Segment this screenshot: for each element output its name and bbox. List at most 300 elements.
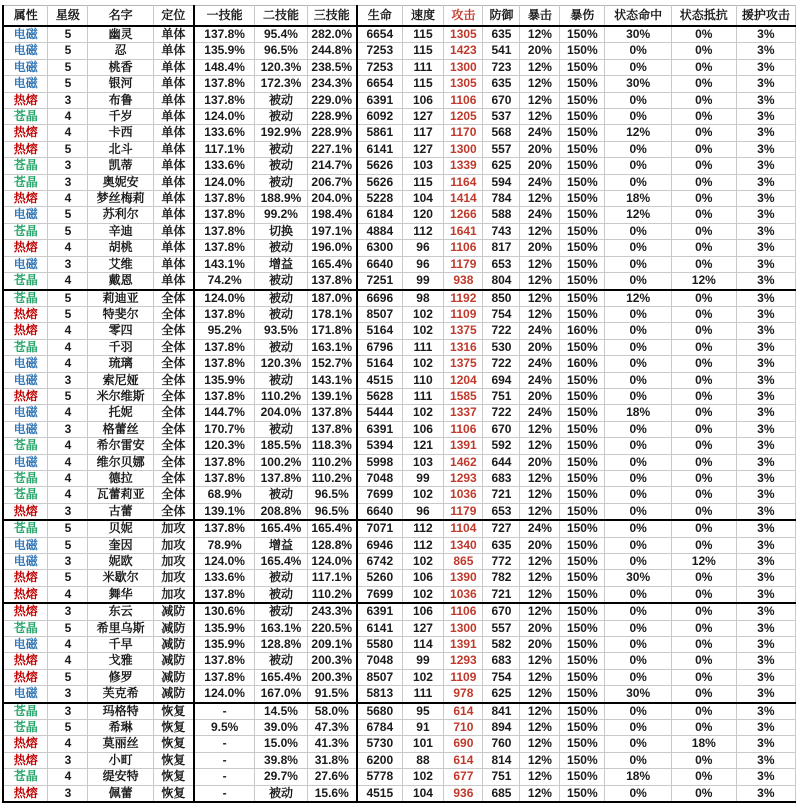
cell-speed[interactable]: 102 bbox=[402, 669, 444, 685]
cell-skill3[interactable]: 196.0% bbox=[307, 240, 357, 256]
cell-crit-rate[interactable]: 20% bbox=[520, 388, 560, 404]
cell-speed[interactable]: 106 bbox=[402, 92, 444, 108]
cell-role[interactable]: 单体 bbox=[154, 174, 194, 190]
cell-assist-attack[interactable]: 3% bbox=[736, 686, 795, 703]
cell-skill1[interactable]: 137.8% bbox=[194, 26, 255, 43]
cell-status-resist[interactable]: 0% bbox=[671, 323, 736, 339]
cell-crit-damage[interactable]: 150% bbox=[560, 191, 605, 207]
cell-role[interactable]: 全体 bbox=[154, 487, 194, 503]
cell-crit-rate[interactable]: 12% bbox=[520, 487, 560, 503]
cell-star[interactable]: 3 bbox=[48, 503, 88, 520]
cell-attack[interactable]: 1106 bbox=[444, 603, 483, 620]
cell-skill1[interactable]: 124.0% bbox=[194, 109, 255, 125]
cell-status-hit[interactable]: 0% bbox=[605, 620, 672, 636]
cell-name[interactable]: 修罗 bbox=[88, 669, 154, 685]
cell-defense[interactable]: 760 bbox=[483, 736, 520, 752]
cell-attack[interactable]: 1300 bbox=[444, 59, 483, 75]
cell-star[interactable]: 5 bbox=[48, 141, 88, 157]
cell-assist-attack[interactable]: 3% bbox=[736, 520, 795, 537]
cell-speed[interactable]: 103 bbox=[402, 454, 444, 470]
cell-crit-damage[interactable]: 150% bbox=[560, 141, 605, 157]
cell-attack[interactable]: 936 bbox=[444, 785, 483, 802]
cell-crit-rate[interactable]: 12% bbox=[520, 769, 560, 785]
cell-hp[interactable]: 4884 bbox=[357, 223, 402, 239]
cell-skill3[interactable]: 124.0% bbox=[307, 554, 357, 570]
cell-hp[interactable]: 6640 bbox=[357, 256, 402, 272]
cell-hp[interactable]: 5680 bbox=[357, 703, 402, 720]
cell-assist-attack[interactable]: 3% bbox=[736, 356, 795, 372]
cell-status-hit[interactable]: 0% bbox=[605, 158, 672, 174]
cell-attribute[interactable]: 电磁 bbox=[3, 421, 48, 437]
cell-star[interactable]: 4 bbox=[48, 125, 88, 141]
cell-status-resist[interactable]: 0% bbox=[671, 256, 736, 272]
column-header-speed[interactable]: 速度 bbox=[402, 6, 444, 27]
cell-defense[interactable]: 582 bbox=[483, 637, 520, 653]
cell-crit-rate[interactable]: 12% bbox=[520, 59, 560, 75]
cell-star[interactable]: 4 bbox=[48, 438, 88, 454]
cell-defense[interactable]: 557 bbox=[483, 620, 520, 636]
cell-status-hit[interactable]: 12% bbox=[605, 207, 672, 223]
cell-defense[interactable]: 670 bbox=[483, 92, 520, 108]
cell-hp[interactable]: 6640 bbox=[357, 503, 402, 520]
cell-skill1[interactable]: 137.8% bbox=[194, 653, 255, 669]
cell-status-hit[interactable]: 12% bbox=[605, 290, 672, 307]
cell-status-resist[interactable]: 18% bbox=[671, 736, 736, 752]
cell-crit-rate[interactable]: 24% bbox=[520, 372, 560, 388]
cell-status-hit[interactable]: 0% bbox=[605, 256, 672, 272]
cell-speed[interactable]: 127 bbox=[402, 141, 444, 157]
cell-assist-attack[interactable]: 3% bbox=[736, 109, 795, 125]
cell-star[interactable]: 3 bbox=[48, 554, 88, 570]
cell-skill2[interactable]: 被动 bbox=[255, 653, 307, 669]
cell-name[interactable]: 德拉 bbox=[88, 470, 154, 486]
cell-crit-damage[interactable]: 150% bbox=[560, 620, 605, 636]
cell-attribute[interactable]: 热熔 bbox=[3, 570, 48, 586]
cell-skill3[interactable]: 227.1% bbox=[307, 141, 357, 157]
cell-status-resist[interactable]: 0% bbox=[671, 92, 736, 108]
cell-attribute[interactable]: 热熔 bbox=[3, 669, 48, 685]
cell-skill1[interactable]: 9.5% bbox=[194, 720, 255, 736]
cell-crit-damage[interactable]: 150% bbox=[560, 503, 605, 520]
cell-role[interactable]: 全体 bbox=[154, 306, 194, 322]
cell-speed[interactable]: 95 bbox=[402, 703, 444, 720]
cell-crit-rate[interactable]: 12% bbox=[520, 470, 560, 486]
cell-skill1[interactable]: 137.8% bbox=[194, 191, 255, 207]
cell-hp[interactable]: 6654 bbox=[357, 76, 402, 92]
cell-crit-rate[interactable]: 12% bbox=[520, 223, 560, 239]
cell-hp[interactable]: 5164 bbox=[357, 356, 402, 372]
cell-crit-rate[interactable]: 12% bbox=[520, 290, 560, 307]
cell-speed[interactable]: 102 bbox=[402, 306, 444, 322]
cell-attribute[interactable]: 苍晶 bbox=[3, 703, 48, 720]
cell-attack[interactable]: 1391 bbox=[444, 637, 483, 653]
column-header-attack[interactable]: 攻击 bbox=[444, 6, 483, 27]
cell-speed[interactable]: 111 bbox=[402, 388, 444, 404]
cell-star[interactable]: 5 bbox=[48, 720, 88, 736]
cell-status-hit[interactable]: 0% bbox=[605, 586, 672, 603]
cell-attack[interactable]: 1316 bbox=[444, 339, 483, 355]
cell-attack[interactable]: 1340 bbox=[444, 537, 483, 553]
cell-defense[interactable]: 894 bbox=[483, 720, 520, 736]
cell-speed[interactable]: 106 bbox=[402, 421, 444, 437]
cell-speed[interactable]: 110 bbox=[402, 372, 444, 388]
cell-attack[interactable]: 1305 bbox=[444, 26, 483, 43]
cell-hp[interactable]: 5778 bbox=[357, 769, 402, 785]
cell-hp[interactable]: 8507 bbox=[357, 306, 402, 322]
cell-speed[interactable]: 127 bbox=[402, 620, 444, 636]
cell-crit-damage[interactable]: 150% bbox=[560, 92, 605, 108]
cell-hp[interactable]: 5628 bbox=[357, 388, 402, 404]
cell-role[interactable]: 减防 bbox=[154, 653, 194, 669]
cell-star[interactable]: 3 bbox=[48, 603, 88, 620]
cell-crit-damage[interactable]: 150% bbox=[560, 273, 605, 290]
cell-status-hit[interactable]: 0% bbox=[605, 240, 672, 256]
cell-speed[interactable]: 96 bbox=[402, 256, 444, 272]
cell-name[interactable]: 维尔贝娜 bbox=[88, 454, 154, 470]
cell-name[interactable]: 卡西 bbox=[88, 125, 154, 141]
cell-role[interactable]: 加攻 bbox=[154, 570, 194, 586]
cell-status-resist[interactable]: 0% bbox=[671, 290, 736, 307]
cell-hp[interactable]: 7071 bbox=[357, 520, 402, 537]
cell-attack[interactable]: 1339 bbox=[444, 158, 483, 174]
cell-status-hit[interactable]: 0% bbox=[605, 438, 672, 454]
cell-attack[interactable]: 1462 bbox=[444, 454, 483, 470]
cell-attack[interactable]: 1106 bbox=[444, 92, 483, 108]
cell-hp[interactable]: 7048 bbox=[357, 653, 402, 669]
cell-assist-attack[interactable]: 3% bbox=[736, 125, 795, 141]
cell-name[interactable]: 凯蒂 bbox=[88, 158, 154, 174]
cell-star[interactable]: 5 bbox=[48, 207, 88, 223]
cell-skill1[interactable]: 95.2% bbox=[194, 323, 255, 339]
cell-skill1[interactable]: 139.1% bbox=[194, 503, 255, 520]
cell-assist-attack[interactable]: 3% bbox=[736, 174, 795, 190]
cell-status-hit[interactable]: 0% bbox=[605, 637, 672, 653]
cell-attribute[interactable]: 苍晶 bbox=[3, 438, 48, 454]
cell-status-hit[interactable]: 0% bbox=[605, 339, 672, 355]
cell-skill2[interactable]: 165.4% bbox=[255, 520, 307, 537]
cell-attribute[interactable]: 电磁 bbox=[3, 76, 48, 92]
cell-skill3[interactable]: 96.5% bbox=[307, 503, 357, 520]
cell-attribute[interactable]: 热熔 bbox=[3, 785, 48, 802]
cell-skill2[interactable]: 172.3% bbox=[255, 76, 307, 92]
cell-assist-attack[interactable]: 3% bbox=[736, 223, 795, 239]
cell-attack[interactable]: 690 bbox=[444, 736, 483, 752]
cell-attribute[interactable]: 电磁 bbox=[3, 356, 48, 372]
cell-defense[interactable]: 568 bbox=[483, 125, 520, 141]
cell-crit-damage[interactable]: 150% bbox=[560, 603, 605, 620]
cell-status-resist[interactable]: 0% bbox=[671, 223, 736, 239]
cell-assist-attack[interactable]: 3% bbox=[736, 586, 795, 603]
cell-crit-damage[interactable]: 150% bbox=[560, 76, 605, 92]
cell-status-resist[interactable]: 0% bbox=[671, 637, 736, 653]
cell-star[interactable]: 4 bbox=[48, 637, 88, 653]
cell-skill3[interactable]: 139.1% bbox=[307, 388, 357, 404]
cell-name[interactable]: 古蕾 bbox=[88, 503, 154, 520]
cell-skill2[interactable]: 165.4% bbox=[255, 554, 307, 570]
cell-speed[interactable]: 111 bbox=[402, 59, 444, 75]
cell-defense[interactable]: 722 bbox=[483, 356, 520, 372]
cell-speed[interactable]: 102 bbox=[402, 769, 444, 785]
cell-defense[interactable]: 694 bbox=[483, 372, 520, 388]
cell-attack[interactable]: 1293 bbox=[444, 470, 483, 486]
cell-status-hit[interactable]: 12% bbox=[605, 125, 672, 141]
cell-speed[interactable]: 112 bbox=[402, 223, 444, 239]
cell-attack[interactable]: 1305 bbox=[444, 76, 483, 92]
cell-assist-attack[interactable]: 3% bbox=[736, 339, 795, 355]
cell-status-hit[interactable]: 30% bbox=[605, 686, 672, 703]
cell-defense[interactable]: 772 bbox=[483, 554, 520, 570]
cell-skill2[interactable]: 被动 bbox=[255, 339, 307, 355]
cell-skill1[interactable]: 120.3% bbox=[194, 438, 255, 454]
cell-defense[interactable]: 592 bbox=[483, 438, 520, 454]
cell-star[interactable]: 4 bbox=[48, 586, 88, 603]
cell-crit-rate[interactable]: 12% bbox=[520, 76, 560, 92]
cell-speed[interactable]: 102 bbox=[402, 405, 444, 421]
cell-star[interactable]: 5 bbox=[48, 223, 88, 239]
cell-skill3[interactable]: 15.6% bbox=[307, 785, 357, 802]
cell-defense[interactable]: 782 bbox=[483, 570, 520, 586]
cell-skill1[interactable]: 144.7% bbox=[194, 405, 255, 421]
cell-skill2[interactable]: 被动 bbox=[255, 603, 307, 620]
cell-defense[interactable]: 722 bbox=[483, 405, 520, 421]
cell-name[interactable]: 瓦蕾莉亚 bbox=[88, 487, 154, 503]
cell-status-hit[interactable]: 18% bbox=[605, 405, 672, 421]
cell-role[interactable]: 单体 bbox=[154, 125, 194, 141]
cell-status-resist[interactable]: 0% bbox=[671, 570, 736, 586]
column-header-defense[interactable]: 防御 bbox=[483, 6, 520, 27]
cell-crit-damage[interactable]: 150% bbox=[560, 158, 605, 174]
cell-crit-rate[interactable]: 20% bbox=[520, 240, 560, 256]
cell-attack[interactable]: 1414 bbox=[444, 191, 483, 207]
cell-assist-attack[interactable]: 3% bbox=[736, 191, 795, 207]
cell-skill2[interactable]: 被动 bbox=[255, 273, 307, 290]
cell-defense[interactable]: 817 bbox=[483, 240, 520, 256]
cell-attack[interactable]: 677 bbox=[444, 769, 483, 785]
cell-attack[interactable]: 1179 bbox=[444, 503, 483, 520]
cell-status-resist[interactable]: 0% bbox=[671, 388, 736, 404]
cell-star[interactable]: 3 bbox=[48, 174, 88, 190]
cell-defense[interactable]: 683 bbox=[483, 470, 520, 486]
cell-status-hit[interactable]: 0% bbox=[605, 109, 672, 125]
cell-assist-attack[interactable]: 3% bbox=[736, 603, 795, 620]
cell-assist-attack[interactable]: 3% bbox=[736, 141, 795, 157]
cell-defense[interactable]: 557 bbox=[483, 141, 520, 157]
cell-attack[interactable]: 1205 bbox=[444, 109, 483, 125]
cell-skill2[interactable]: 29.7% bbox=[255, 769, 307, 785]
cell-role[interactable]: 减防 bbox=[154, 669, 194, 685]
cell-attack[interactable]: 865 bbox=[444, 554, 483, 570]
cell-attack[interactable]: 1300 bbox=[444, 620, 483, 636]
cell-hp[interactable]: 5394 bbox=[357, 438, 402, 454]
cell-name[interactable]: 戈雅 bbox=[88, 653, 154, 669]
cell-crit-damage[interactable]: 150% bbox=[560, 125, 605, 141]
cell-role[interactable]: 全体 bbox=[154, 323, 194, 339]
cell-attack[interactable]: 1106 bbox=[444, 240, 483, 256]
cell-crit-damage[interactable]: 150% bbox=[560, 487, 605, 503]
cell-defense[interactable]: 653 bbox=[483, 503, 520, 520]
cell-star[interactable]: 3 bbox=[48, 158, 88, 174]
cell-star[interactable]: 4 bbox=[48, 273, 88, 290]
cell-skill2[interactable]: 被动 bbox=[255, 421, 307, 437]
cell-crit-damage[interactable]: 150% bbox=[560, 769, 605, 785]
cell-star[interactable]: 4 bbox=[48, 736, 88, 752]
cell-attribute[interactable]: 电磁 bbox=[3, 256, 48, 272]
cell-hp[interactable]: 6742 bbox=[357, 554, 402, 570]
cell-crit-rate[interactable]: 12% bbox=[520, 191, 560, 207]
cell-skill2[interactable]: 被动 bbox=[255, 109, 307, 125]
cell-star[interactable]: 4 bbox=[48, 454, 88, 470]
cell-defense[interactable]: 653 bbox=[483, 256, 520, 272]
cell-status-hit[interactable]: 0% bbox=[605, 720, 672, 736]
cell-crit-damage[interactable]: 150% bbox=[560, 520, 605, 537]
cell-attack[interactable]: 938 bbox=[444, 273, 483, 290]
cell-skill1[interactable]: 137.8% bbox=[194, 388, 255, 404]
column-header-role[interactable]: 定位 bbox=[154, 6, 194, 27]
cell-speed[interactable]: 104 bbox=[402, 785, 444, 802]
cell-attribute[interactable]: 热熔 bbox=[3, 388, 48, 404]
cell-skill2[interactable]: 被动 bbox=[255, 586, 307, 603]
cell-skill2[interactable]: 128.8% bbox=[255, 637, 307, 653]
cell-skill3[interactable]: 198.4% bbox=[307, 207, 357, 223]
cell-attack[interactable]: 1036 bbox=[444, 586, 483, 603]
cell-skill3[interactable]: 234.3% bbox=[307, 76, 357, 92]
cell-crit-rate[interactable]: 24% bbox=[520, 207, 560, 223]
cell-assist-attack[interactable]: 3% bbox=[736, 537, 795, 553]
cell-crit-rate[interactable]: 12% bbox=[520, 653, 560, 669]
cell-hp[interactable]: 7699 bbox=[357, 487, 402, 503]
cell-status-resist[interactable]: 0% bbox=[671, 669, 736, 685]
cell-skill1[interactable]: 137.8% bbox=[194, 586, 255, 603]
cell-crit-damage[interactable]: 150% bbox=[560, 223, 605, 239]
cell-crit-rate[interactable]: 12% bbox=[520, 273, 560, 290]
cell-skill2[interactable]: 被动 bbox=[255, 158, 307, 174]
cell-crit-rate[interactable]: 12% bbox=[520, 438, 560, 454]
cell-attribute[interactable]: 苍晶 bbox=[3, 290, 48, 307]
cell-skill3[interactable]: 47.3% bbox=[307, 720, 357, 736]
cell-star[interactable]: 5 bbox=[48, 570, 88, 586]
cell-crit-damage[interactable]: 150% bbox=[560, 339, 605, 355]
cell-attribute[interactable]: 电磁 bbox=[3, 43, 48, 59]
column-header-attribute[interactable]: 属性 bbox=[3, 6, 48, 27]
cell-status-resist[interactable]: 0% bbox=[671, 59, 736, 75]
cell-skill1[interactable]: 137.8% bbox=[194, 92, 255, 108]
cell-defense[interactable]: 784 bbox=[483, 191, 520, 207]
cell-assist-attack[interactable]: 3% bbox=[736, 323, 795, 339]
cell-speed[interactable]: 114 bbox=[402, 637, 444, 653]
cell-status-resist[interactable]: 0% bbox=[671, 537, 736, 553]
cell-skill2[interactable]: 204.0% bbox=[255, 405, 307, 421]
cell-role[interactable]: 全体 bbox=[154, 372, 194, 388]
cell-skill1[interactable]: 130.6% bbox=[194, 603, 255, 620]
cell-speed[interactable]: 106 bbox=[402, 570, 444, 586]
cell-name[interactable]: 格蕾丝 bbox=[88, 421, 154, 437]
cell-skill3[interactable]: 220.5% bbox=[307, 620, 357, 636]
cell-defense[interactable]: 841 bbox=[483, 703, 520, 720]
cell-role[interactable]: 减防 bbox=[154, 637, 194, 653]
cell-attribute[interactable]: 热熔 bbox=[3, 503, 48, 520]
cell-attribute[interactable]: 苍晶 bbox=[3, 470, 48, 486]
cell-defense[interactable]: 804 bbox=[483, 273, 520, 290]
cell-skill2[interactable]: 100.2% bbox=[255, 454, 307, 470]
cell-hp[interactable]: 6796 bbox=[357, 339, 402, 355]
cell-skill2[interactable]: 95.4% bbox=[255, 26, 307, 43]
cell-name[interactable]: 胡桃 bbox=[88, 240, 154, 256]
cell-skill2[interactable]: 切换 bbox=[255, 223, 307, 239]
cell-speed[interactable]: 99 bbox=[402, 273, 444, 290]
cell-crit-damage[interactable]: 150% bbox=[560, 438, 605, 454]
cell-star[interactable]: 4 bbox=[48, 769, 88, 785]
cell-skill3[interactable]: 143.1% bbox=[307, 372, 357, 388]
cell-crit-rate[interactable]: 24% bbox=[520, 174, 560, 190]
cell-assist-attack[interactable]: 3% bbox=[736, 554, 795, 570]
cell-status-resist[interactable]: 0% bbox=[671, 405, 736, 421]
cell-name[interactable]: 千早 bbox=[88, 637, 154, 653]
cell-attribute[interactable]: 苍晶 bbox=[3, 174, 48, 190]
cell-assist-attack[interactable]: 3% bbox=[736, 256, 795, 272]
cell-crit-damage[interactable]: 150% bbox=[560, 240, 605, 256]
cell-role[interactable]: 恢复 bbox=[154, 736, 194, 752]
cell-status-hit[interactable]: 0% bbox=[605, 388, 672, 404]
cell-star[interactable]: 4 bbox=[48, 470, 88, 486]
cell-skill1[interactable]: - bbox=[194, 752, 255, 768]
cell-status-resist[interactable]: 0% bbox=[671, 240, 736, 256]
column-header-hp[interactable]: 生命 bbox=[357, 6, 402, 27]
cell-attribute[interactable]: 热熔 bbox=[3, 323, 48, 339]
cell-assist-attack[interactable]: 3% bbox=[736, 306, 795, 322]
cell-name[interactable]: 希琳 bbox=[88, 720, 154, 736]
cell-attack[interactable]: 1390 bbox=[444, 570, 483, 586]
cell-name[interactable]: 零四 bbox=[88, 323, 154, 339]
cell-hp[interactable]: 6200 bbox=[357, 752, 402, 768]
cell-status-hit[interactable]: 0% bbox=[605, 356, 672, 372]
cell-crit-damage[interactable]: 150% bbox=[560, 256, 605, 272]
cell-role[interactable]: 全体 bbox=[154, 405, 194, 421]
cell-crit-rate[interactable]: 24% bbox=[520, 520, 560, 537]
cell-crit-damage[interactable]: 150% bbox=[560, 207, 605, 223]
cell-name[interactable]: 银河 bbox=[88, 76, 154, 92]
cell-status-resist[interactable]: 0% bbox=[671, 487, 736, 503]
cell-hp[interactable]: 5444 bbox=[357, 405, 402, 421]
cell-crit-damage[interactable]: 160% bbox=[560, 356, 605, 372]
cell-attack[interactable]: 1204 bbox=[444, 372, 483, 388]
cell-role[interactable]: 恢复 bbox=[154, 703, 194, 720]
cell-speed[interactable]: 88 bbox=[402, 752, 444, 768]
cell-name[interactable]: 希里乌斯 bbox=[88, 620, 154, 636]
cell-skill1[interactable]: 137.8% bbox=[194, 520, 255, 537]
cell-status-resist[interactable]: 0% bbox=[671, 141, 736, 157]
cell-role[interactable]: 单体 bbox=[154, 273, 194, 290]
cell-status-resist[interactable]: 0% bbox=[671, 76, 736, 92]
cell-defense[interactable]: 722 bbox=[483, 323, 520, 339]
cell-hp[interactable]: 5580 bbox=[357, 637, 402, 653]
cell-skill3[interactable]: 171.8% bbox=[307, 323, 357, 339]
cell-skill1[interactable]: 137.8% bbox=[194, 669, 255, 685]
cell-speed[interactable]: 91 bbox=[402, 720, 444, 736]
cell-name[interactable]: 戴恩 bbox=[88, 273, 154, 290]
cell-attribute[interactable]: 苍晶 bbox=[3, 339, 48, 355]
cell-skill3[interactable]: 200.3% bbox=[307, 653, 357, 669]
cell-speed[interactable]: 99 bbox=[402, 653, 444, 669]
cell-assist-attack[interactable]: 3% bbox=[736, 372, 795, 388]
cell-assist-attack[interactable]: 3% bbox=[736, 26, 795, 43]
cell-speed[interactable]: 98 bbox=[402, 290, 444, 307]
cell-speed[interactable]: 102 bbox=[402, 356, 444, 372]
cell-status-hit[interactable]: 0% bbox=[605, 520, 672, 537]
cell-skill1[interactable]: - bbox=[194, 785, 255, 802]
cell-skill2[interactable]: 185.5% bbox=[255, 438, 307, 454]
cell-hp[interactable]: 6141 bbox=[357, 620, 402, 636]
cell-status-resist[interactable]: 0% bbox=[671, 686, 736, 703]
